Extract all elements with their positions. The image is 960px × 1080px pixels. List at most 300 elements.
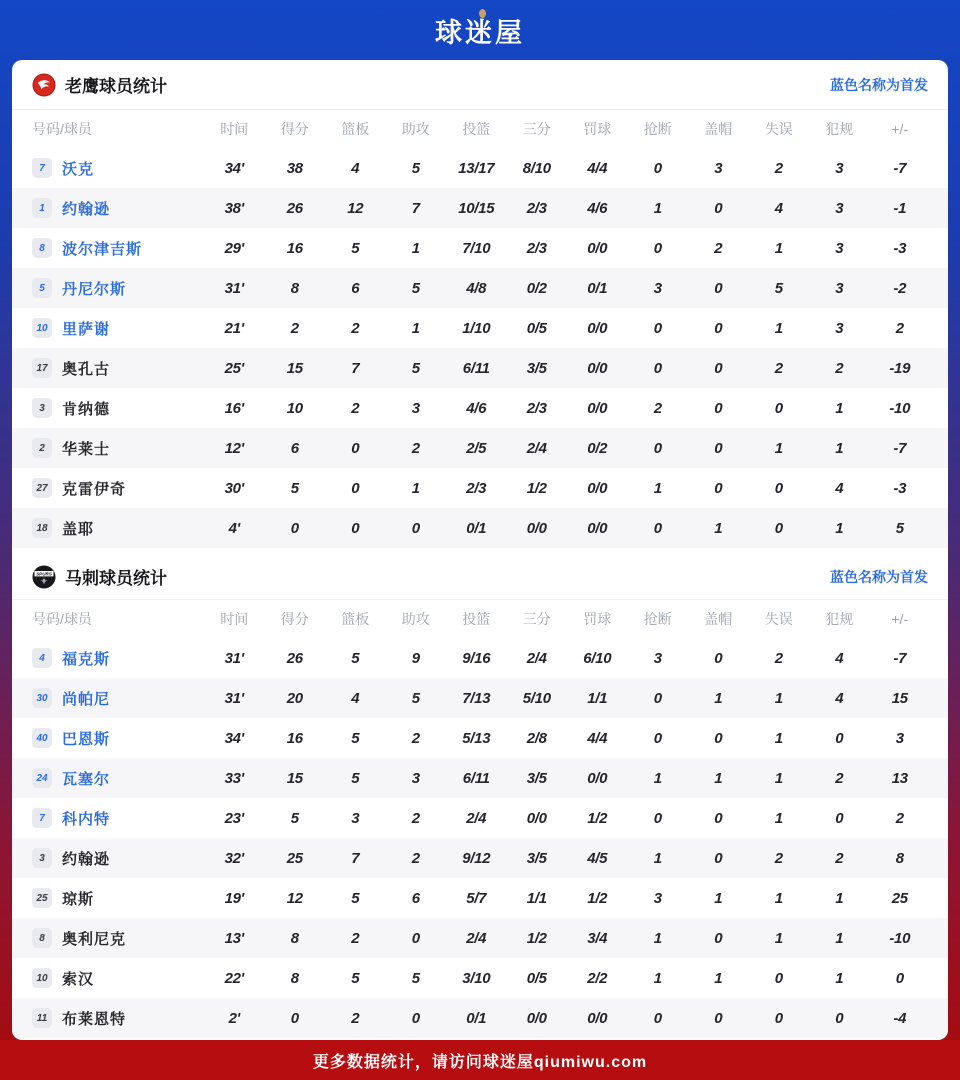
jersey-number-badge: 7 <box>32 158 52 178</box>
stat-value-犯规: 1 <box>835 399 844 417</box>
hawks-team-logo-icon <box>32 73 56 97</box>
stat-value-篮板: 12 <box>347 199 364 217</box>
column-header-label: +/- <box>891 121 909 137</box>
column-header-label: 罚球 <box>583 611 612 627</box>
stat-value-+/-: 3 <box>895 729 904 747</box>
column-header-label: 投篮 <box>462 121 491 137</box>
table-row <box>12 228 948 268</box>
stat-value-抢断: 0 <box>653 729 662 747</box>
column-header-label: 盖帽 <box>704 611 733 627</box>
stat-value-助攻: 5 <box>411 279 420 297</box>
stat-value-犯规: 1 <box>835 889 844 907</box>
stat-value-投篮: 2/5 <box>466 439 487 457</box>
table-row <box>12 428 948 468</box>
jersey-number-badge: 40 <box>32 728 52 748</box>
player-name-link[interactable]: 里萨谢 <box>62 320 111 338</box>
stat-value-助攻: 3 <box>411 399 420 417</box>
stat-value-+/-: -3 <box>893 239 907 257</box>
stat-value-抢断: 3 <box>653 889 662 907</box>
player-name-link[interactable]: 奥孔古 <box>62 360 111 378</box>
stat-value-投篮: 7/13 <box>462 689 491 707</box>
stat-value-盖帽: 0 <box>714 729 723 747</box>
hawks-section-header <box>12 60 948 110</box>
column-header-label: 投篮 <box>462 611 491 627</box>
jersey-number-badge: 3 <box>32 398 52 418</box>
column-header-2 <box>265 609 326 629</box>
stat-value-+/-: -3 <box>893 479 907 497</box>
column-header-10 <box>749 119 810 139</box>
player-cell <box>32 398 204 419</box>
stat-value-罚球: 0/0 <box>587 399 608 417</box>
stat-value-得分: 16 <box>286 239 303 257</box>
table-row <box>12 918 948 958</box>
stat-value-投篮: 2/4 <box>466 809 487 827</box>
jersey-number-badge: 10 <box>32 318 52 338</box>
column-header-4 <box>386 609 447 629</box>
stat-value-抢断: 0 <box>653 359 662 377</box>
player-name-link[interactable]: 福克斯 <box>62 650 111 668</box>
stat-value-得分: 15 <box>286 769 303 787</box>
column-header-2 <box>265 119 326 139</box>
stat-value-盖帽: 0 <box>714 809 723 827</box>
column-header-label: 时间 <box>220 611 249 627</box>
jersey-number-badge: 1 <box>32 198 52 218</box>
stat-value-时间: 32' <box>224 849 244 867</box>
column-header-3 <box>325 119 386 139</box>
logo-accent-dot <box>479 9 486 18</box>
player-name-link[interactable]: 肯纳德 <box>62 400 111 418</box>
stat-value-盖帽: 1 <box>714 889 723 907</box>
column-header-9 <box>688 609 749 629</box>
stat-value-盖帽: 1 <box>714 769 723 787</box>
player-name-link[interactable]: 科内特 <box>62 810 111 828</box>
stat-value-三分: 0/5 <box>526 969 547 987</box>
stat-value-罚球: 0/0 <box>587 1009 608 1027</box>
stat-value-三分: 2/3 <box>526 199 547 217</box>
stat-value-盖帽: 0 <box>714 929 723 947</box>
player-cell <box>32 808 204 829</box>
column-header-label: 犯规 <box>825 611 854 627</box>
stat-value-投篮: 2/4 <box>466 929 487 947</box>
stat-value-罚球: 1/2 <box>587 889 608 907</box>
stat-value-失误: 2 <box>774 159 783 177</box>
stat-value-失误: 2 <box>774 849 783 867</box>
stat-value-罚球: 0/0 <box>587 319 608 337</box>
stat-value-投篮: 9/16 <box>462 649 491 667</box>
player-name-link[interactable]: 尚帕尼 <box>62 690 111 708</box>
stat-value-罚球: 0/1 <box>587 279 608 297</box>
jersey-number-badge: 18 <box>32 518 52 538</box>
hawks-starter-legend: 蓝色名称为首发 <box>830 76 928 93</box>
stat-value-投篮: 0/1 <box>466 1009 487 1027</box>
stat-value-罚球: 1/1 <box>587 689 608 707</box>
spurs-starter-legend: 蓝色名称为首发 <box>830 568 928 585</box>
jersey-number-badge: 2 <box>32 438 52 458</box>
stat-value-助攻: 1 <box>411 239 420 257</box>
stat-value-篮板: 2 <box>351 929 360 947</box>
stat-value-失误: 0 <box>774 1009 783 1027</box>
column-header-label: 助攻 <box>401 121 430 137</box>
stat-value-罚球: 0/0 <box>587 519 608 537</box>
hawks-player-table <box>12 148 948 548</box>
stat-value-抢断: 2 <box>653 399 662 417</box>
stat-value-投篮: 5/7 <box>466 889 487 907</box>
stat-value-时间: 19' <box>224 889 244 907</box>
stat-value-得分: 26 <box>286 199 303 217</box>
player-name-link[interactable]: 奥利尼克 <box>62 930 127 948</box>
stat-value-篮板: 2 <box>351 319 360 337</box>
stat-value-盖帽: 0 <box>714 1009 723 1027</box>
stat-value-助攻: 1 <box>411 479 420 497</box>
player-cell <box>32 728 204 749</box>
stats-card <box>12 60 948 1040</box>
column-header-8 <box>628 609 689 629</box>
stat-value-篮板: 4 <box>351 689 360 707</box>
jersey-number-badge: 27 <box>32 478 52 498</box>
stat-value-得分: 0 <box>290 1009 299 1027</box>
player-name-link[interactable]: 沃克 <box>62 160 95 178</box>
stat-value-时间: 31' <box>224 649 244 667</box>
player-name-link[interactable]: 琼斯 <box>62 890 95 908</box>
column-header-8 <box>628 119 689 139</box>
column-header-label: 犯规 <box>825 121 854 137</box>
stat-value-失误: 5 <box>774 279 783 297</box>
column-header-11 <box>809 119 870 139</box>
stat-value-罚球: 1/2 <box>587 809 608 827</box>
player-cell <box>32 478 204 499</box>
stat-value-+/-: -4 <box>893 1009 907 1027</box>
stat-value-投篮: 4/6 <box>466 399 487 417</box>
stat-value-盖帽: 2 <box>714 239 723 257</box>
player-name-link[interactable]: 布莱恩特 <box>62 1010 127 1028</box>
stat-value-得分: 20 <box>286 689 303 707</box>
player-cell <box>32 198 204 219</box>
stat-value-抢断: 1 <box>653 849 662 867</box>
site-header <box>0 0 960 60</box>
stat-value-盖帽: 3 <box>714 159 723 177</box>
stat-value-犯规: 0 <box>835 809 844 827</box>
stat-value-抢断: 0 <box>653 519 662 537</box>
hawks-section-title: 老鹰球员统计 <box>65 77 167 96</box>
stat-value-抢断: 0 <box>653 239 662 257</box>
stat-value-得分: 26 <box>286 649 303 667</box>
stat-value-+/-: 15 <box>891 689 908 707</box>
stat-value-失误: 1 <box>774 889 783 907</box>
table-row <box>12 308 948 348</box>
stat-value-时间: 16' <box>224 399 244 417</box>
player-cell <box>32 928 204 949</box>
column-header-1 <box>204 609 265 629</box>
stat-value-犯规: 1 <box>835 929 844 947</box>
stat-value-篮板: 7 <box>351 849 360 867</box>
stat-value-罚球: 0/0 <box>587 769 608 787</box>
stat-value-罚球: 4/6 <box>587 199 608 217</box>
stat-value-投篮: 9/12 <box>462 849 491 867</box>
stat-value-时间: 12' <box>224 439 244 457</box>
table-row <box>12 878 948 918</box>
stat-value-时间: 13' <box>224 929 244 947</box>
stat-value-抢断: 0 <box>653 439 662 457</box>
stat-value-犯规: 4 <box>835 689 844 707</box>
stat-value-三分: 1/2 <box>526 479 547 497</box>
column-header-label: 号码/球员 <box>32 611 92 627</box>
stat-value-抢断: 1 <box>653 199 662 217</box>
stat-value-抢断: 3 <box>653 279 662 297</box>
stat-value-抢断: 1 <box>653 969 662 987</box>
stat-value-篮板: 0 <box>351 519 360 537</box>
stat-value-盖帽: 0 <box>714 199 723 217</box>
player-cell <box>32 518 204 539</box>
stat-value-三分: 1/1 <box>526 889 547 907</box>
stat-value-抢断: 0 <box>653 319 662 337</box>
stat-value-时间: 21' <box>224 319 244 337</box>
player-cell <box>32 358 204 379</box>
stat-value-得分: 8 <box>290 929 299 947</box>
player-cell <box>32 278 204 299</box>
player-name-link[interactable]: 华莱士 <box>62 440 111 458</box>
stat-value-失误: 1 <box>774 929 783 947</box>
stat-value-时间: 34' <box>224 159 244 177</box>
stat-value-犯规: 0 <box>835 729 844 747</box>
stat-value-篮板: 3 <box>351 809 360 827</box>
stat-value-投篮: 6/11 <box>462 359 490 377</box>
player-name-link[interactable]: 巴恩斯 <box>62 730 111 748</box>
spurs-player-table <box>12 638 948 1038</box>
stat-value-+/-: -7 <box>893 159 907 177</box>
stat-value-+/-: 0 <box>895 969 904 987</box>
table-row <box>12 508 948 548</box>
stat-value-三分: 0/5 <box>526 319 547 337</box>
site-logo[interactable] <box>435 11 525 50</box>
stat-value-抢断: 0 <box>653 689 662 707</box>
stat-value-助攻: 5 <box>411 969 420 987</box>
stat-value-三分: 0/0 <box>526 1009 547 1027</box>
column-header-10 <box>749 609 810 629</box>
column-header-5 <box>446 119 507 139</box>
column-header-label: 罚球 <box>583 121 612 137</box>
stat-value-时间: 23' <box>224 809 244 827</box>
column-header-label: 得分 <box>280 121 309 137</box>
stat-value-得分: 12 <box>286 889 303 907</box>
footer-promo-text: 更多数据统计，请访问球迷屋qiumiwu.com <box>312 1053 648 1071</box>
stat-value-犯规: 0 <box>835 1009 844 1027</box>
player-name-link[interactable]: 瓦塞尔 <box>62 770 111 788</box>
column-header-label: 抢断 <box>643 611 672 627</box>
stat-value-失误: 1 <box>774 809 783 827</box>
stat-value-犯规: 4 <box>835 479 844 497</box>
stat-value-篮板: 4 <box>351 159 360 177</box>
stat-value-得分: 5 <box>290 809 299 827</box>
stat-value-盖帽: 0 <box>714 399 723 417</box>
stat-value-犯规: 3 <box>835 199 844 217</box>
stat-value-犯规: 3 <box>835 239 844 257</box>
stat-value-得分: 6 <box>290 439 299 457</box>
stat-value-犯规: 2 <box>835 849 844 867</box>
stat-value-犯规: 2 <box>835 769 844 787</box>
stat-value-助攻: 6 <box>411 889 420 907</box>
jersey-number-badge: 8 <box>32 928 52 948</box>
stat-value-盖帽: 0 <box>714 359 723 377</box>
stat-value-三分: 3/5 <box>526 769 547 787</box>
stat-value-抢断: 0 <box>653 809 662 827</box>
player-name-link[interactable]: 克雷伊奇 <box>62 480 127 498</box>
stat-value-得分: 25 <box>286 849 303 867</box>
table-row <box>12 188 948 228</box>
stat-value-+/-: 2 <box>895 809 904 827</box>
column-header-0 <box>32 119 204 139</box>
stat-value-助攻: 1 <box>411 319 420 337</box>
stat-value-罚球: 4/5 <box>587 849 608 867</box>
stat-value-时间: 25' <box>224 359 244 377</box>
stat-value-三分: 5/10 <box>522 689 551 707</box>
player-cell <box>32 438 204 459</box>
stat-value-助攻: 2 <box>411 809 420 827</box>
stat-value-三分: 8/10 <box>522 159 551 177</box>
stat-value-盖帽: 1 <box>714 969 723 987</box>
stat-value-篮板: 5 <box>351 889 360 907</box>
stat-value-助攻: 5 <box>411 159 420 177</box>
stat-value-三分: 3/5 <box>526 849 547 867</box>
stat-value-篮板: 2 <box>351 399 360 417</box>
column-header-label: 时间 <box>220 121 249 137</box>
player-cell <box>32 1008 204 1029</box>
stat-value-失误: 1 <box>774 319 783 337</box>
stat-value-罚球: 3/4 <box>587 929 608 947</box>
stat-value-+/-: 8 <box>895 849 904 867</box>
stat-value-投篮: 7/10 <box>462 239 491 257</box>
stat-value-犯规: 3 <box>835 279 844 297</box>
stat-value-罚球: 0/2 <box>587 439 608 457</box>
stat-value-助攻: 2 <box>411 439 420 457</box>
player-name-link[interactable]: 波尔津吉斯 <box>62 240 143 258</box>
stat-value-投篮: 4/8 <box>466 279 487 297</box>
player-name-link[interactable]: 盖耶 <box>62 520 95 538</box>
jersey-number-badge: 11 <box>32 1008 52 1028</box>
column-header-label: 篮板 <box>341 611 370 627</box>
player-name-link[interactable]: 丹尼尔斯 <box>62 280 127 298</box>
stat-value-抢断: 0 <box>653 1009 662 1027</box>
stat-value-时间: 38' <box>224 199 244 217</box>
stat-value-三分: 0/0 <box>526 809 547 827</box>
stat-value-三分: 0/2 <box>526 279 547 297</box>
stat-value-犯规: 4 <box>835 649 844 667</box>
player-cell <box>32 238 204 259</box>
stat-value-罚球: 0/0 <box>587 359 608 377</box>
stat-value-篮板: 0 <box>351 479 360 497</box>
stat-value-投篮: 10/15 <box>458 199 495 217</box>
stat-value-篮板: 7 <box>351 359 360 377</box>
stat-value-+/-: -7 <box>893 649 907 667</box>
stat-value-+/-: 5 <box>895 519 904 537</box>
spurs-section-title: 马刺球员统计 <box>65 569 167 588</box>
column-header-label: +/- <box>891 611 909 627</box>
stat-value-助攻: 0 <box>411 519 420 537</box>
site-logo-text: 球迷屋 <box>435 17 525 48</box>
stat-value-投篮: 3/10 <box>462 969 491 987</box>
stat-value-投篮: 13/17 <box>458 159 495 177</box>
stat-value-抢断: 0 <box>653 159 662 177</box>
table-row <box>12 148 948 188</box>
stat-value-失误: 1 <box>774 769 783 787</box>
stat-value-篮板: 5 <box>351 239 360 257</box>
stat-value-篮板: 0 <box>351 439 360 457</box>
table-row <box>12 678 948 718</box>
stat-value-+/-: -19 <box>889 359 911 377</box>
stat-value-罚球: 0/0 <box>587 479 608 497</box>
column-header-label: 盖帽 <box>704 121 733 137</box>
column-header-9 <box>688 119 749 139</box>
stat-value-时间: 30' <box>224 479 244 497</box>
site-footer <box>0 1040 960 1080</box>
stat-value-得分: 16 <box>286 729 303 747</box>
table-row <box>12 718 948 758</box>
stat-value-助攻: 2 <box>411 849 420 867</box>
table-row <box>12 468 948 508</box>
player-cell <box>32 888 204 909</box>
stat-value-罚球: 6/10 <box>583 649 612 667</box>
spurs-column-header <box>12 600 948 638</box>
stat-value-投篮: 6/11 <box>462 769 490 787</box>
player-name-link[interactable]: 约翰逊 <box>62 850 111 868</box>
stat-value-助攻: 0 <box>411 929 420 947</box>
stat-value-投篮: 5/13 <box>462 729 491 747</box>
column-header-label: 失误 <box>764 611 793 627</box>
column-header-12 <box>870 121 931 137</box>
jersey-number-badge: 10 <box>32 968 52 988</box>
stat-value-助攻: 0 <box>411 1009 420 1027</box>
stat-value-篮板: 5 <box>351 769 360 787</box>
stat-value-得分: 5 <box>290 479 299 497</box>
stat-value-时间: 4' <box>228 519 240 537</box>
stat-value-犯规: 1 <box>835 969 844 987</box>
stat-value-罚球: 2/2 <box>587 969 608 987</box>
stat-value-投篮: 0/1 <box>466 519 487 537</box>
stat-value-犯规: 2 <box>835 359 844 377</box>
column-header-label: 抢断 <box>643 121 672 137</box>
stat-value-失误: 4 <box>774 199 783 217</box>
jersey-number-badge: 7 <box>32 808 52 828</box>
jersey-number-badge: 3 <box>32 848 52 868</box>
stat-value-+/-: -10 <box>889 399 911 417</box>
stat-value-助攻: 9 <box>411 649 420 667</box>
stat-value-时间: 2' <box>228 1009 240 1027</box>
stat-value-失误: 1 <box>774 439 783 457</box>
player-name-link[interactable]: 索汉 <box>62 970 95 988</box>
column-header-label: 得分 <box>280 611 309 627</box>
stat-value-得分: 0 <box>290 519 299 537</box>
stat-value-得分: 8 <box>290 969 299 987</box>
stat-value-犯规: 1 <box>835 519 844 537</box>
stat-value-盖帽: 0 <box>714 479 723 497</box>
stat-value-时间: 29' <box>224 239 244 257</box>
stat-value-盖帽: 1 <box>714 519 723 537</box>
column-header-7 <box>567 609 628 629</box>
player-cell <box>32 318 204 339</box>
stat-value-篮板: 5 <box>351 969 360 987</box>
stat-value-三分: 0/0 <box>526 519 547 537</box>
stat-value-罚球: 0/0 <box>587 239 608 257</box>
player-name-link[interactable]: 约翰逊 <box>62 200 111 218</box>
column-header-6 <box>507 119 568 139</box>
column-header-label: 号码/球员 <box>32 121 92 137</box>
jersey-number-badge: 17 <box>32 358 52 378</box>
stat-value-+/-: -7 <box>893 439 907 457</box>
stat-value-投篮: 1/10 <box>462 319 491 337</box>
column-header-label: 三分 <box>522 121 551 137</box>
stat-value-+/-: 2 <box>895 319 904 337</box>
table-row <box>12 958 948 998</box>
stat-value-罚球: 4/4 <box>587 729 608 747</box>
